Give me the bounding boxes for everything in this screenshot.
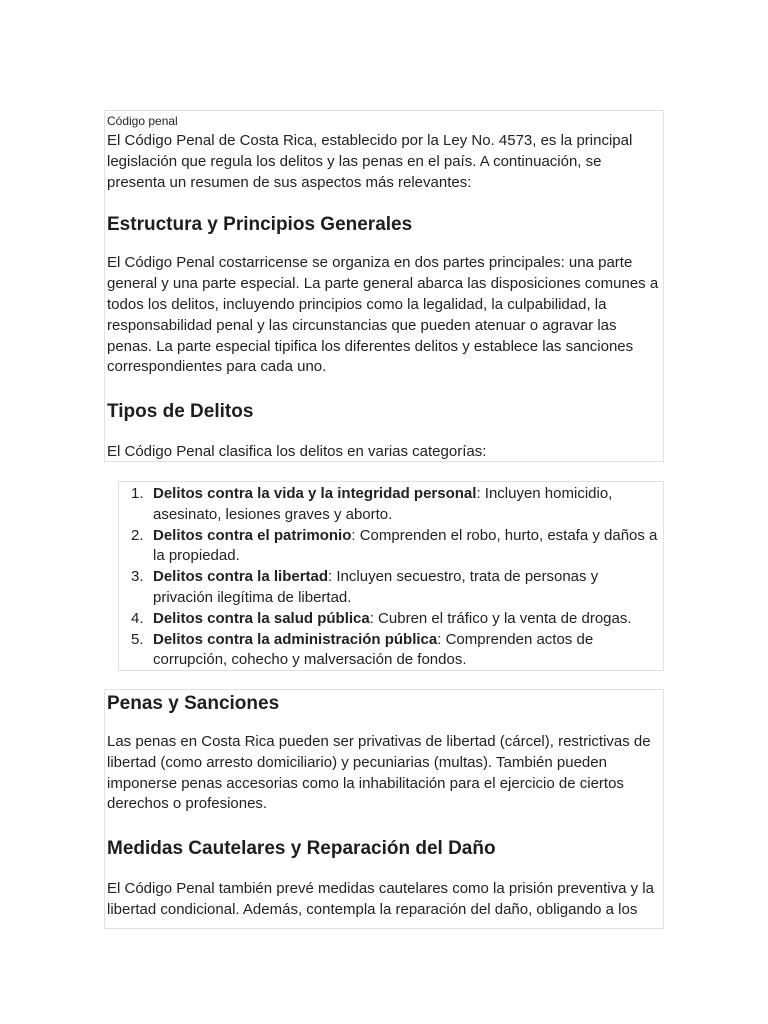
list-item-desc: : Incluyen homicidio, asesinato, lesiones graves y aborto. — [153, 485, 613, 523]
list-item — [121, 567, 661, 609]
list-item-title: Delitos contra la salud pública — [153, 609, 370, 627]
list-number: 2. — [131, 526, 144, 544]
list-number: 3. — [131, 568, 144, 586]
list-item-title: Delitos contra el patrimonio — [153, 526, 352, 544]
list-item-title: Delitos contra la libertad — [153, 568, 329, 586]
list-item — [121, 609, 661, 630]
list-item-title: Delitos contra la administración pública — [153, 630, 438, 648]
list-item-title: Delitos contra la vida y la integridad personal — [153, 485, 477, 502]
list-item — [121, 526, 661, 568]
heading-medidas: Medidas Cautelares y Reparación del Daño — [107, 838, 496, 860]
intro-paragraph: El Código Penal de Costa Rica, establecido por la Ley No. 4573, es la principal legislación que regula los delitos y las penas en el país. A continuación, se presenta un resumen de sus aspectos más relevantes: — [107, 132, 633, 191]
document-block-penas — [104, 689, 664, 929]
paragraph-tipos: El Código Penal clasifica los delitos en varias categorías: — [107, 443, 487, 461]
document-block-intro — [104, 110, 664, 462]
heading-estructura: Estructura y Principios Generales — [107, 214, 413, 236]
heading-tipos: Tipos de Delitos — [107, 401, 254, 423]
list-item — [121, 484, 661, 526]
delitos-list — [121, 484, 661, 671]
document-block-list — [118, 481, 664, 671]
paragraph-penas: Las penas en Costa Rica pueden ser privativas de libertad (cárcel), restrictivas de libertad (como arresto domiciliario) y pecuniarias (multas). También pueden imponerse penas accesorias como la inhabilitación para el ejercicio de ciertos derechos o profesiones. — [107, 733, 651, 813]
list-item — [121, 630, 661, 672]
list-number: 4. — [131, 609, 144, 627]
heading-penas: Penas y Sanciones — [107, 693, 280, 714]
list-item-desc: : Incluyen secuestro, trata de personas y privación ilegítima de libertad. — [153, 568, 599, 606]
list-number: 5. — [131, 630, 144, 648]
list-item-desc: : Comprenden actos de corrupción, cohecho y malversación de fondos. — [153, 630, 594, 669]
paragraph-medidas: El Código Penal también prevé medidas cautelares como la prisión preventiva y la libertad condicional. Además, contempla la reparación del daño, obligando a los — [107, 880, 654, 918]
list-item-desc: : Comprenden el robo, hurto, estafa y daños a la propiedad. — [153, 526, 658, 565]
paragraph-estructura: El Código Penal costarricense se organiza en dos partes principales: una parte general y una parte especial. La parte general abarca las disposiciones comunes a todos los delitos, incluyendo principios como la legalidad, la culpabilidad, la responsabilidad penal y las circunstancias que pueden atenuar o agravar las penas. La parte especial tipifica los diferentes delitos y establece las sanciones correspondientes para cada uno. — [107, 254, 659, 376]
list-number: 1. — [131, 485, 144, 502]
list-item-desc: : Cubren el tráfico y la venta de drogas. — [369, 609, 632, 627]
document-label: Código penal — [107, 114, 178, 128]
